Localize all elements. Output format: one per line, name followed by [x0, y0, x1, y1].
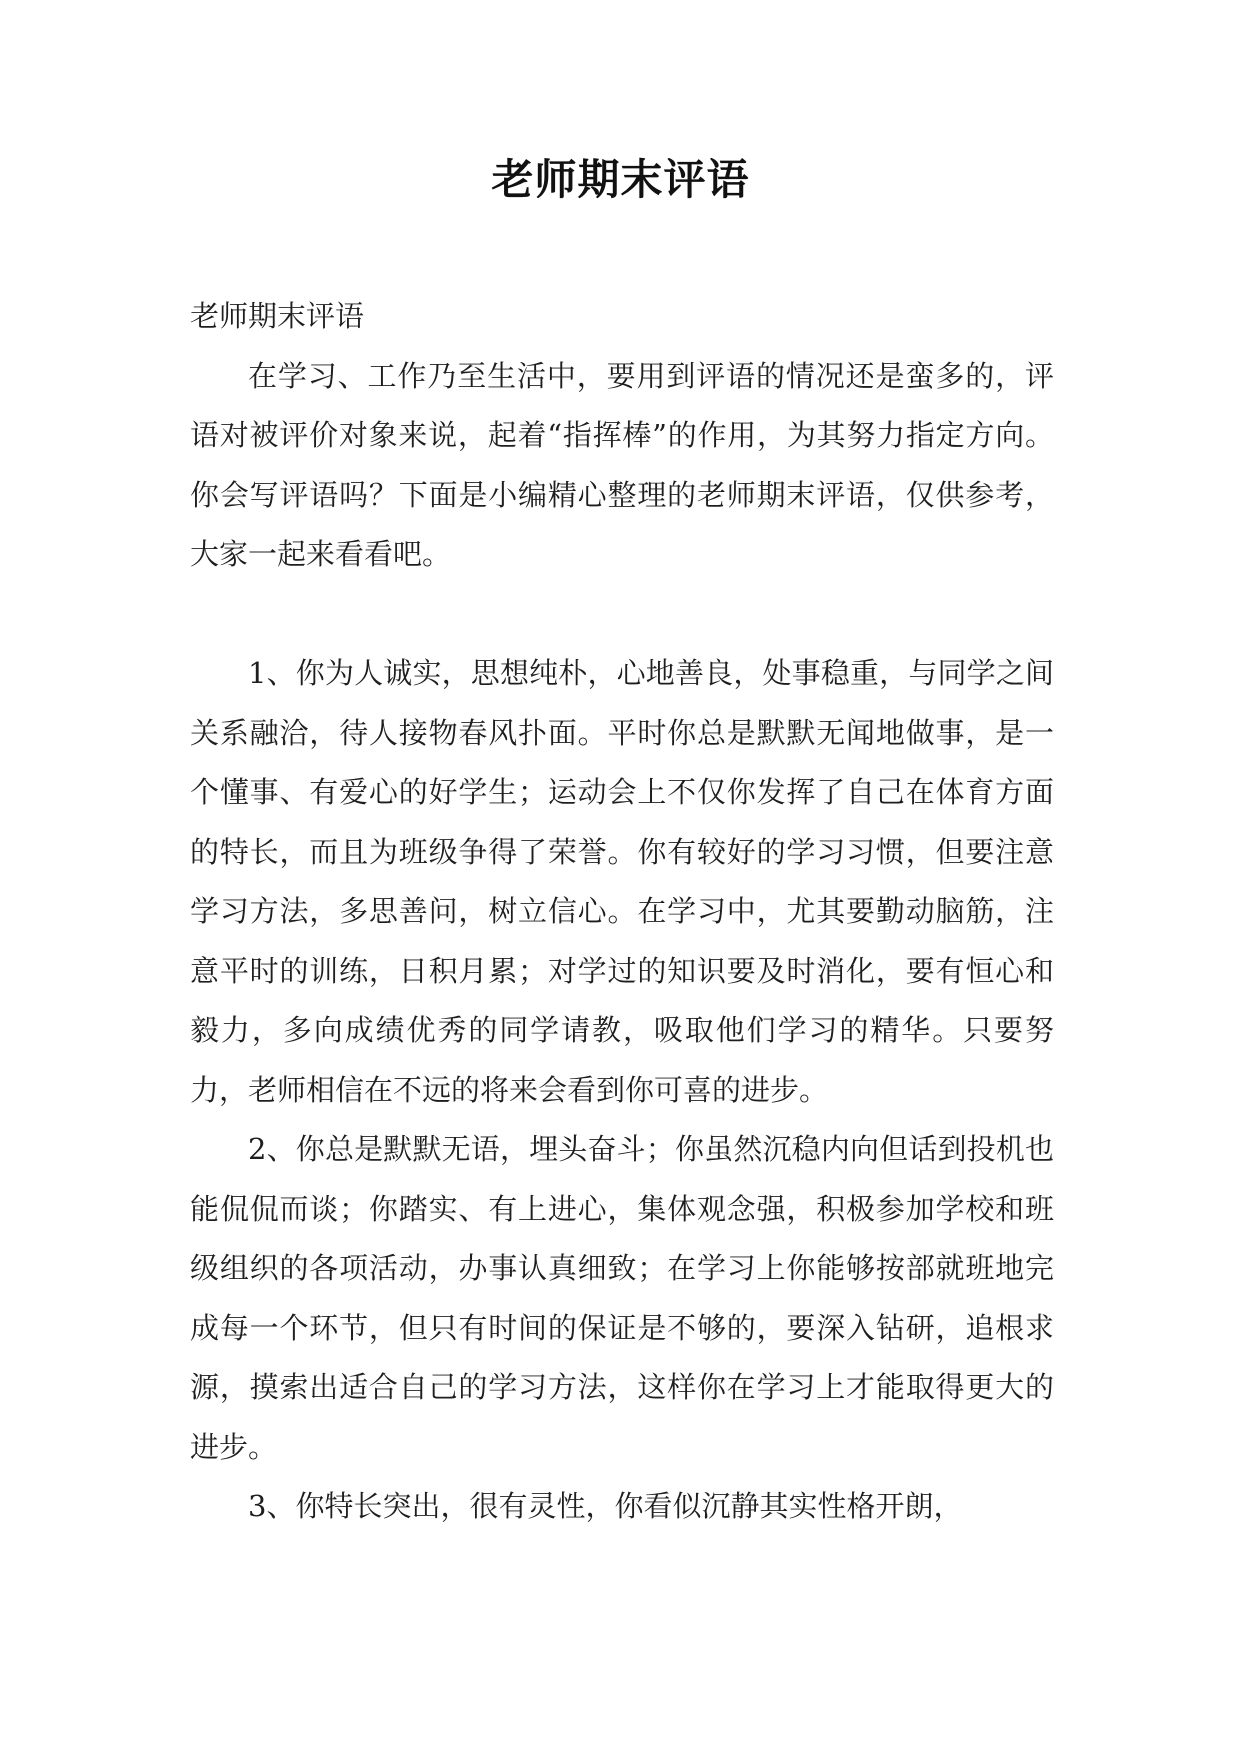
- intro-paragraph: 在学习、工作乃至生活中，要用到评语的情况还是蛮多的，评语对被评价对象来说，起着“指挥棒”的作用，为其努力指定方向。你会写评语吗？下面是小编精心整理的老师期末评语，仅供参考，大家一起来看看吧。: [190, 358, 1054, 571]
- document-subtitle: 老师期末评语: [190, 299, 365, 333]
- comment-paragraph-3: 3、你特长突出，很有灵性，你看似沉静其实性格开朗，: [248, 1489, 963, 1523]
- comment-paragraph-1: 1、你为人诚实，思想纯朴，心地善良，处事稳重，与同学之间关系融洽，待人接物春风扑面。平时你总是默默无闻地做事，是一个懂事、有爱心的好学生；运动会上不仅你发挥了自己在体育方面的特长，而且为班级争得了荣誉。你有较好的学习习惯，但要注意学习方法，多思善问，树立信心。在学习中，尤其要勤动脑筋，注意平时的训练，日积月累；对学过的知识要及时消化，要有恒心和毅力，多向成绩优秀的同学请教，吸取他们学习的精华。只要努力，老师相信在不远的将来会看到你可喜的进步。: [190, 656, 1054, 1107]
- comment-paragraph-2: 2、你总是默默无语，埋头奋斗；你虽然沉稳内向但话到投机也能侃侃而谈；你踏实、有上进心，集体观念强，积极参加学校和班级组织的各项活动，办事认真细致；在学习上你能够按部就班地完成每一个环节，但只有时间的保证是不够的，要深入钻研，追根求源，摸索出适合自己的学习方法，这样你在学习上才能取得更大的进步。: [190, 1132, 1054, 1464]
- document-title: 老师期末评语: [491, 155, 750, 204]
- paragraph-spacer: [190, 585, 1054, 645]
- document-body: [190, 287, 1054, 1537]
